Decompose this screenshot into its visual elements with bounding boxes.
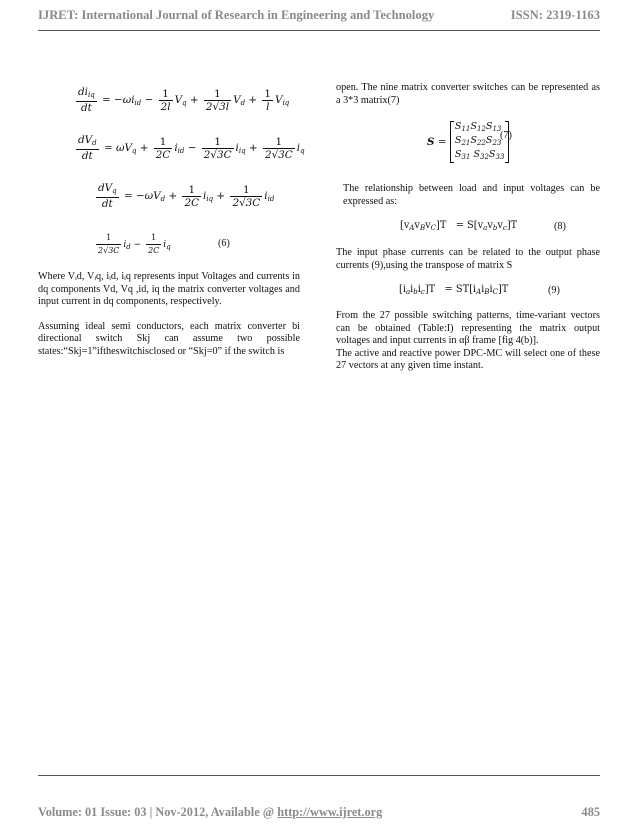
right-paragraph-2-block [343,183,600,208]
equation-6-number: (6) [218,238,230,249]
equation-9: $[i_ai_bi_c]T = ST[i_Ai_Bi_C]T$ [399,284,509,296]
equation-7-number: (7) [500,130,512,141]
page-footer [38,805,600,820]
left-paragraph-1: Where Vᵢd, Vᵢq, iᵢd, iᵢq represents input Voltages and currents in dq components Vd, Vq ,id, iq the matrix converter voltages and input current in dq components, respectively. [38,271,300,308]
equation-continuation: $\frac{1}{2√3C}$ $i_d$ − $\frac{1}{2C}$ $i_q$ [98,233,171,255]
left-paragraph-2: Assuming ideal semi conductors, each matrix converter bi directional switch Skj can assume two possible states:“Skj=1”iftheswitchisclosed or “Skj=0” if the switch is [38,320,300,357]
right-paragraph-2: The relationship between load and input voltages can be expressed as: [343,183,600,207]
footer-rule [38,775,600,776]
equation-7-matrix: $S = S_{11}S_{12}S_{13}$ $S_{21}S_{22}S_{23}$ $S_{31}$ $S_{32}S_{33}$ [427,121,509,163]
right-paragraph-4: From the 27 possible switching patterns, time-variant vectors can be obtained (Table:I) representing the matrix output voltages and input currents in αβ frame [fig 4(b)]. [336,310,600,347]
equation-9-number: (9) [548,285,560,296]
footer-link[interactable]: http://www.ijret.org [277,805,383,819]
left-column [38,271,300,359]
right-paragraph-5: The active and reactive power DPC-MC will select one of these 27 vectors at any given time instant. [336,347,600,372]
right-paragraph-1: open. The nine matrix converter switches can be represented as a 3*3 matrix(7) [336,82,600,106]
equation-dvq: $dV_q$ dt = $-\omega V_d$ + $\frac{1}{2C}$ $i_{iq}$ + $\frac{1}{2√3C}$ $i_{id}$ [98,182,275,210]
right-paragraph-3-block [336,247,600,272]
equation-8-number: (8) [554,221,566,232]
issn: ISSN: 2319-1163 [510,8,600,22]
right-paragraph-3: The input phase currents can be related to the output phase currents (9),using the transpose of matrix S [336,247,600,271]
journal-title: IJRET: International Journal of Research in Engineering and Technology [38,8,435,22]
header-rule [38,30,600,31]
right-column-top [336,82,600,107]
equation-dvd: $dV_d$ dt = $\omega V_q$ + $\frac{1}{2C}$ $i_{id}$ − $\frac{1}{2√3C}$ $i_{iq}$ + $\frac{1}{2√3C}$ $i_q$ [78,134,305,162]
equation-8: $[v_Av_Bv_C]T = S[v_av_bv_c]T$ [400,220,518,232]
page-number: 485 [581,805,600,819]
equation-diq: $di_{iq}$ dt = $-\omega i_{id}$ − $\frac{1}{2l}$ $V_q$ + $\frac{1}{2√3l}$ $V_d$ + $\frac{1}{l}$ $V_{iq}$ [78,86,290,114]
right-column-bottom [336,310,600,373]
footer-volume: Volume: 01 Issue: 03 | Nov-2012, Available @ [38,805,275,819]
